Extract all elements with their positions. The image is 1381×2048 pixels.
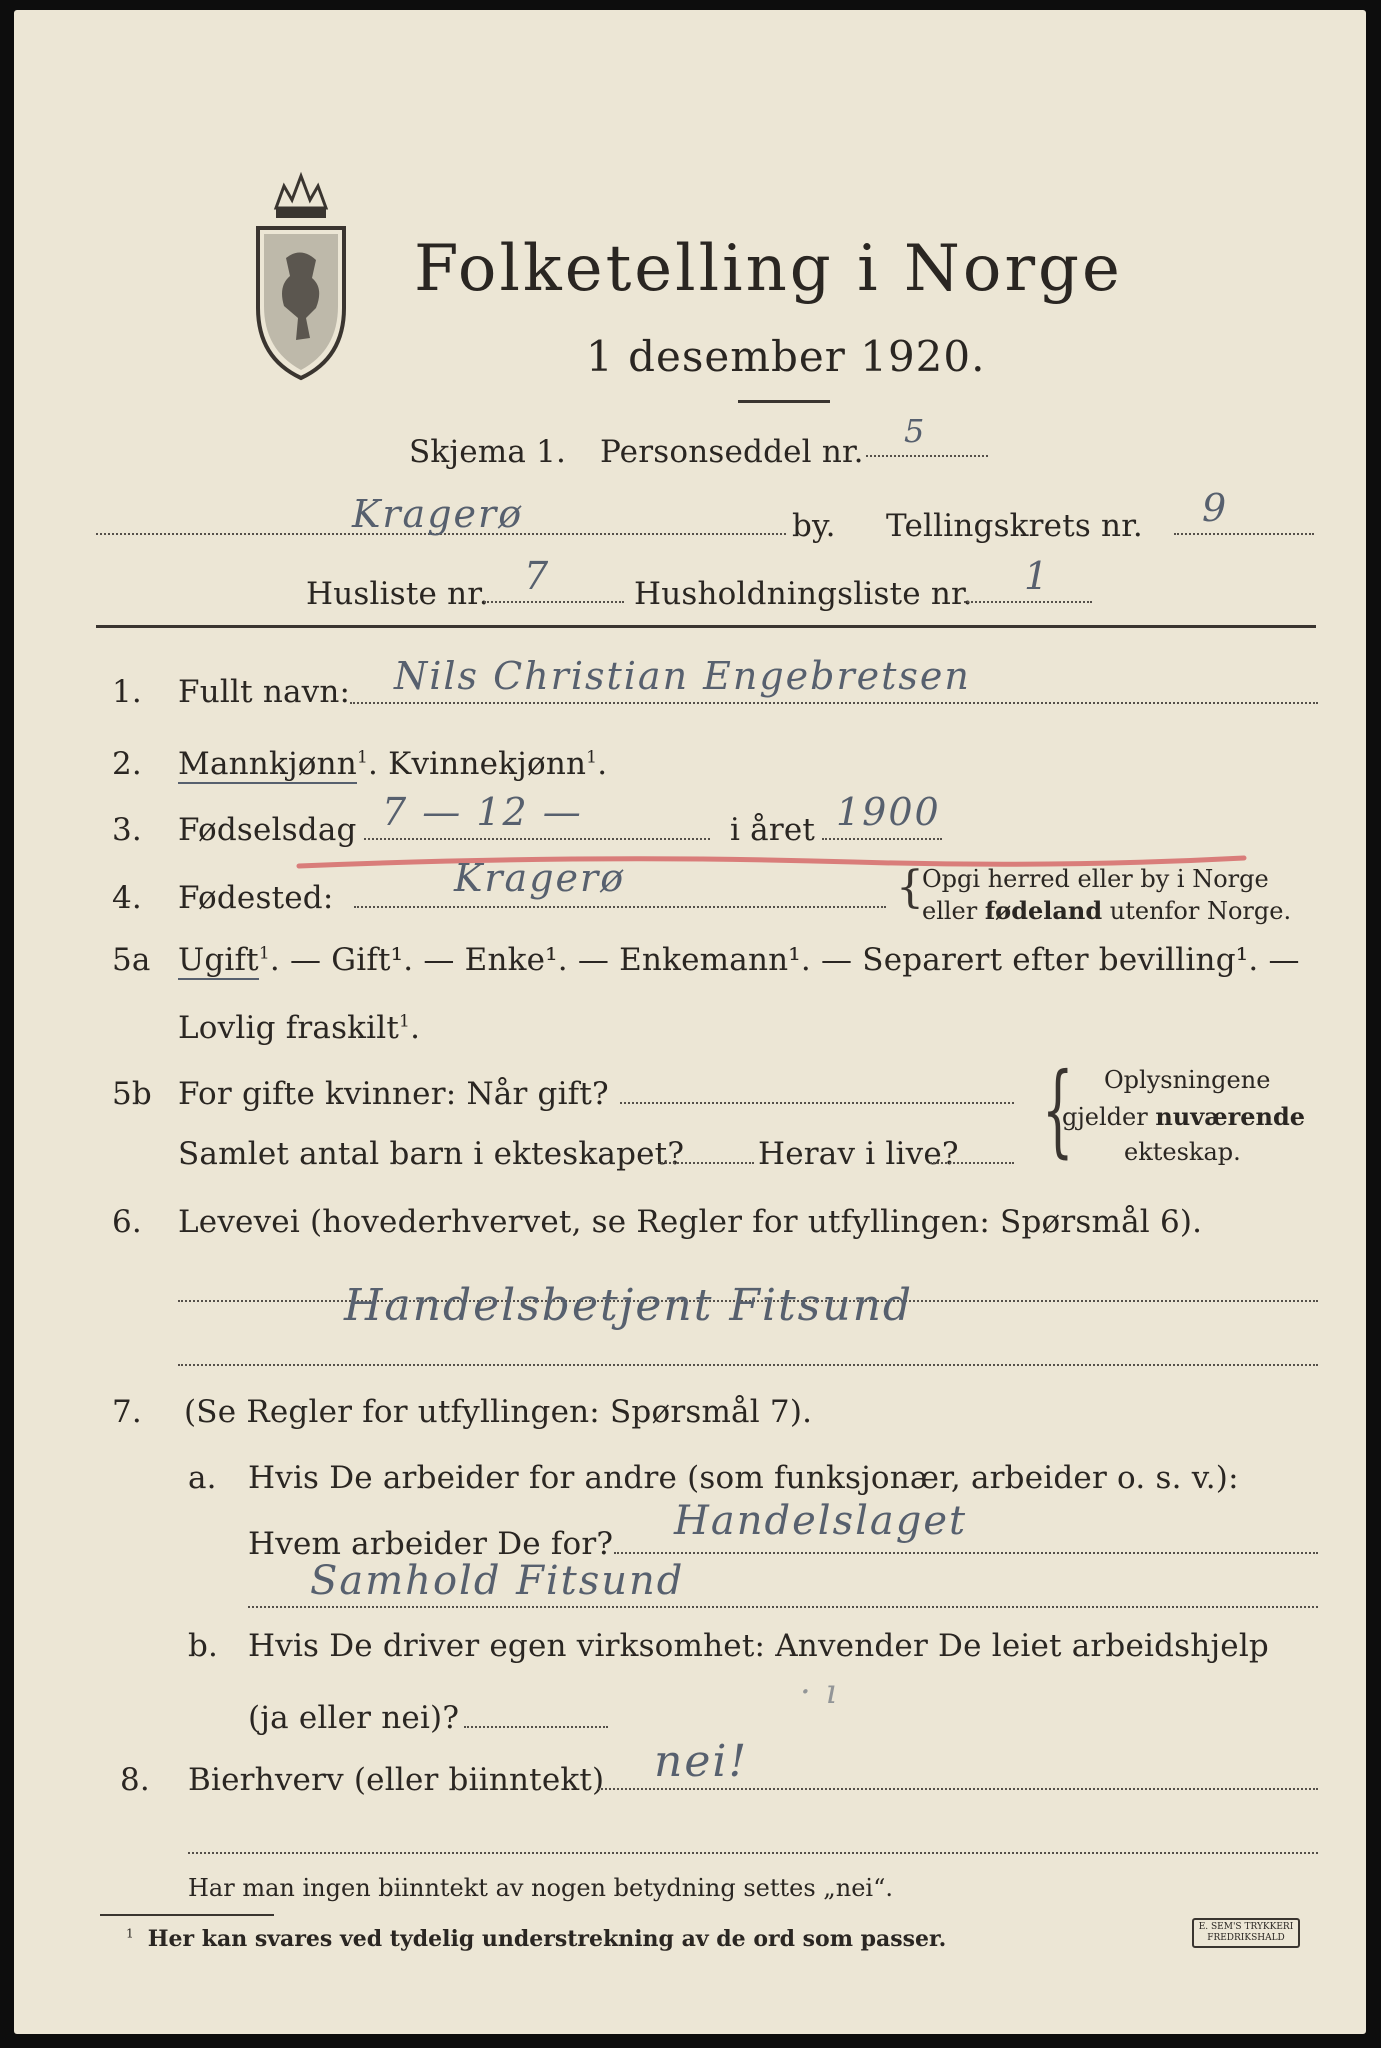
q5b-note-line1: Oplysningene: [1104, 1066, 1271, 1094]
birthdate-field[interactable]: [364, 838, 710, 840]
q5a-number: 5a: [112, 942, 151, 978]
q3-number: 3.: [112, 812, 142, 848]
q4-number: 4.: [112, 880, 142, 916]
skjema-label: Skjema 1.: [409, 434, 567, 470]
q5b-note-line2: gjelder nuværende: [1062, 1102, 1306, 1131]
side-income-field[interactable]: [598, 1788, 1318, 1790]
q5b-alive-label: Herav i live?: [758, 1136, 959, 1172]
tellingskrets-field[interactable]: [1174, 533, 1314, 535]
personseddel-value: 5: [904, 412, 927, 450]
footnote: $^1$ Her kan svares ved tydelig understrekning av de ord som passer.: [126, 1926, 947, 1952]
husliste-value: 7: [524, 554, 551, 598]
q5b-children-label: Samlet antal barn i ekteskapet?: [178, 1136, 685, 1172]
q5b-number: 5b: [112, 1076, 152, 1112]
tellingskrets-value: 9: [1202, 486, 1229, 530]
employer-value-2: Samhold Fitsund: [310, 1558, 685, 1604]
full-name-field[interactable]: [350, 702, 1318, 704]
census-date: 1 desember 1920.: [586, 332, 986, 381]
q3-label: Fødselsdag: [178, 812, 357, 848]
tellingskrets-label: Tellingskrets nr.: [886, 508, 1143, 544]
year-label: i året: [730, 812, 816, 848]
employer-field-1[interactable]: [614, 1552, 1318, 1554]
form-title: Folketelling i Norge: [414, 232, 1123, 306]
coat-of-arms-icon: [246, 168, 356, 383]
marital-line1: Ugift$^1$. — Gift¹. — Enke¹. — Enkemann¹. — Separert efter bevilling¹. —: [178, 942, 1300, 978]
census-form: [14, 10, 1366, 2034]
q1-label: Fullt navn:: [178, 674, 351, 710]
full-name-value: Nils Christian Engebretsen: [394, 654, 971, 698]
employer-value-1: Handelslaget: [674, 1498, 968, 1544]
q4-label: Fødested:: [178, 880, 334, 916]
printer-stamp: E. SEM'S TRYKKERI FREDRIKSHALD: [1192, 1918, 1300, 1948]
q8-number: 8.: [120, 1762, 150, 1798]
by-value: Kragerø: [352, 492, 524, 536]
brace-q4: {: [896, 862, 924, 913]
husholdning-field[interactable]: [964, 601, 1092, 603]
q6-number: 6.: [112, 1204, 142, 1240]
q7-label: (Se Regler for utfyllingen: Spørsmål 7).: [184, 1394, 813, 1430]
footer-note: Har man ingen biinntekt av nogen betydning settes „nei“.: [188, 1874, 893, 1902]
husholdning-value: 1: [1024, 554, 1051, 598]
title-divider: [738, 400, 830, 403]
q7a-line2: Hvem arbeider De for?: [248, 1526, 614, 1562]
q7b-mark: · ı: [800, 1672, 839, 1712]
personseddel-label: Personseddel nr.: [600, 434, 864, 470]
q2-number: 2.: [112, 746, 142, 782]
q1-number: 1.: [112, 674, 142, 710]
q7a-line1: Hvis De arbeider for andre (som funksjonær, arbeider o. s. v.):: [248, 1460, 1239, 1496]
occupation-value: Handelsbetjent Fitsund: [344, 1280, 914, 1331]
by-label: by.: [792, 508, 836, 544]
side-income-field-2[interactable]: [188, 1852, 1318, 1854]
female-option[interactable]: Kvinnekjønn: [388, 746, 587, 782]
married-when-field[interactable]: [620, 1102, 1014, 1104]
ugift-option[interactable]: Ugift: [178, 942, 259, 978]
male-option[interactable]: Mannkjønn: [178, 746, 357, 782]
husliste-label: Husliste nr.: [306, 576, 489, 612]
birthyear-value: 1900: [836, 790, 941, 834]
q4-note-line1: Opgi herred eller by i Norge: [922, 865, 1269, 893]
q7b-line2: (ja eller nei)?: [248, 1700, 460, 1736]
birthdate-value: 7 — 12 —: [382, 790, 583, 834]
hired-help-field[interactable]: [464, 1726, 608, 1728]
husholdning-label: Husholdningsliste nr.: [634, 576, 973, 612]
children-alive-field[interactable]: [930, 1162, 1014, 1164]
q7a-letter: a.: [188, 1460, 217, 1496]
footnote-rule: [100, 1914, 274, 1916]
q5b-line1: For gifte kvinner: Når gift?: [178, 1076, 609, 1112]
employer-field-2[interactable]: [248, 1606, 1318, 1608]
marital-line2[interactable]: Lovlig fraskilt$^1$.: [178, 1010, 421, 1046]
q7b-letter: b.: [188, 1628, 219, 1664]
q8-label: Bierhverv (eller biinntekt): [188, 1762, 605, 1798]
header-rule: [96, 625, 1316, 628]
gender-line: Mannkjønn$^1$. Kvinnekjønn$^1$.: [178, 746, 608, 782]
birthplace-field[interactable]: [354, 906, 886, 908]
personseddel-field[interactable]: [866, 455, 988, 457]
birthplace-value: Kragerø: [454, 856, 626, 900]
brace-q5b: {: [1041, 1051, 1074, 1168]
q4-note-line2: eller fødeland utenfor Norge.: [922, 896, 1292, 925]
q6-label: Levevei (hovederhvervet, se Regler for utfyllingen: Spørsmål 6).: [178, 1204, 1203, 1240]
birthyear-field[interactable]: [822, 838, 942, 840]
children-total-field[interactable]: [658, 1162, 754, 1164]
q7-number: 7.: [112, 1394, 142, 1430]
husliste-field[interactable]: [484, 601, 624, 603]
occupation-field-2[interactable]: [178, 1364, 1318, 1366]
q5b-note-line3: ekteskap.: [1124, 1138, 1241, 1166]
q7b-line1: Hvis De driver egen virksomhet: Anvender De leiet arbeidshjelp: [248, 1628, 1269, 1664]
side-income-value: nei!: [654, 1736, 749, 1787]
